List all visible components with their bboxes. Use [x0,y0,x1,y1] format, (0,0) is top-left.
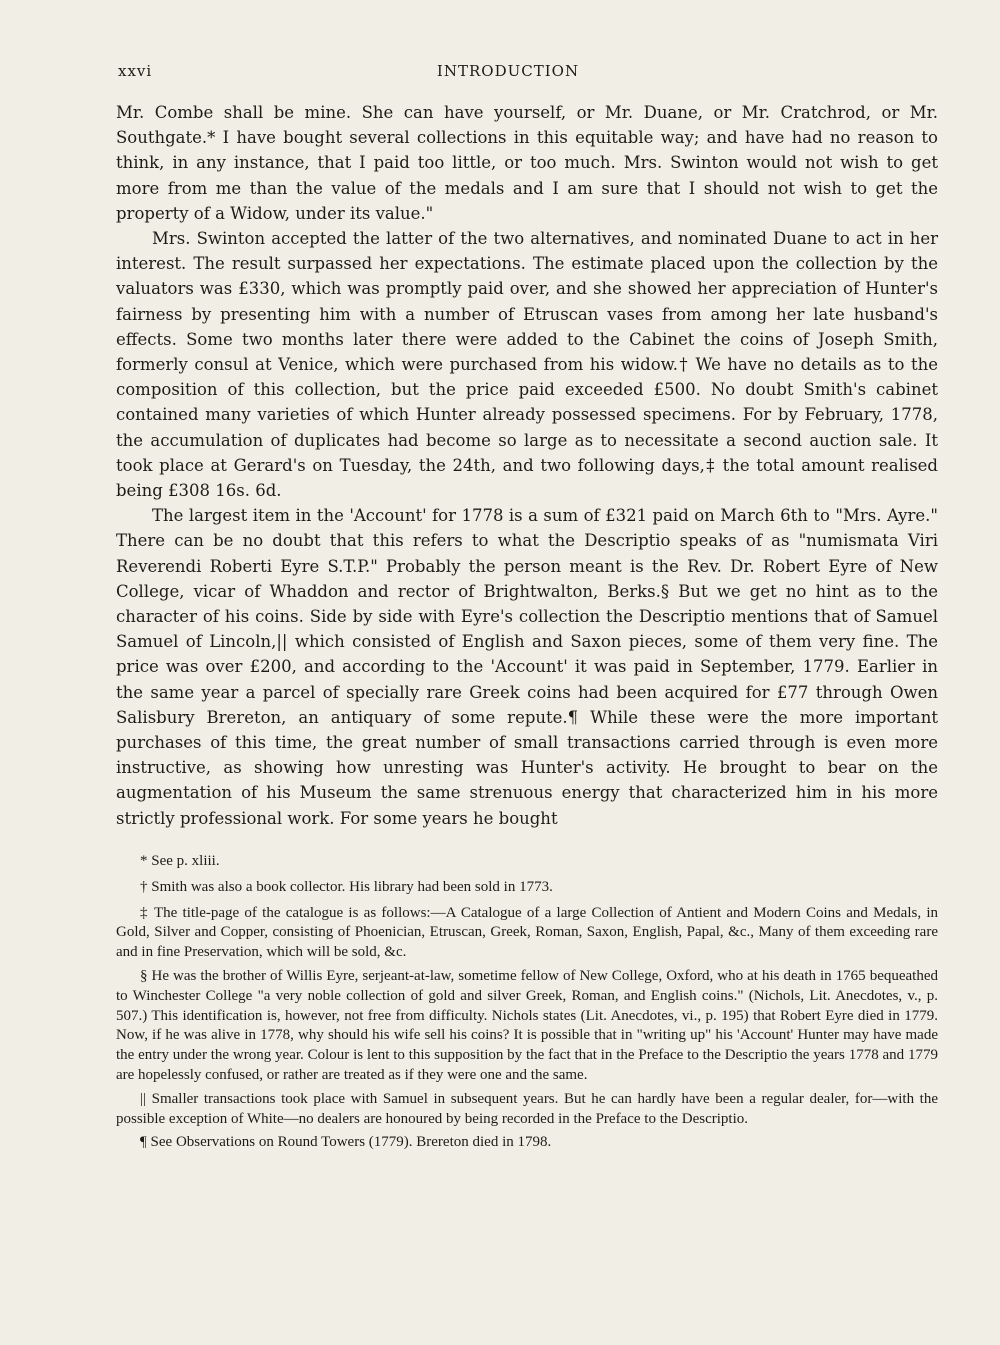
footnotes [116,852,938,1157]
main-text [116,100,938,831]
footnote-double-dagger: ‡ The title-page of the catalogue is as follows:—A Catalogue of a large Collection of Antient and Modern Coins and Medals, in Gold, Silver and Copper, consisting of Phoenician, Etruscan, Greek, Roman, Saxon, English, Papal, &c., Many of them exceeding rare and in fine Preservation, which will be sold, &c. [116,904,938,961]
paragraph-3: The largest item in the 'Account' for 1778 is a sum of £321 paid on March 6th to "Mrs. Ayre." There can be no doubt that this refers to what the Descriptio speaks of as "numismata Viri Reverendi Roberti Eyre S.T.P." Probably the person meant is the Rev. Dr. Robert Eyre of New College, vicar of Whaddon and rector of Brightwalton, Berks.§ But we get no hint as to the character of his coins. Side by side with Eyre's collection the Descriptio mentions that of Samuel Samuel of Lincoln,|| which consisted of English and Saxon pieces, some of them very fine. The price was over £200, and according to the 'Account' it was paid in September, 1779. Earlier in the same year a parcel of specially rare Greek coins had been acquired for £77 through Owen Salisbury Brereton, an antiquary of some repute.¶ While these were the more important purchases of this time, the great number of small transactions carried through is even more instructive, as showing how unresting was Hunter's activity. He brought to bear on the augmentation of his Museum the same strenuous energy that characterized him in his more strictly professional work. For some years he bought [116,506,938,828]
footnote-asterisk: * See p. xliii. [140,853,220,869]
running-title: INTRODUCTION [436,62,580,80]
footnote-section: § He was the brother of Willis Eyre, serjeant-at-law, sometime fellow of New College, Oxford, who at his death in 1765 bequeathed to Winchester College "a very noble collection of gold and silver Greek, Roman, and English coins." (Nichols, Lit. Anecdotes, v., p. 507.) This identification is, however, not free from difficulty. Nichols states (Lit. Anecdotes, vi., p. 195) that Robert Eyre died in 1779. Now, if he was alive in 1778, why should his wife sell his coins? It is possible that in "writing up" his 'Account' Hunter may have made the entry under the wrong year. Colour is lent to this supposition by the fact that in the Preface to the Descriptio the years 1778 and 1779 are hopelessly confused, or rather are treated as if they were one and the same. [116,967,938,1083]
paragraph-1: Mr. Combe shall be mine. She can have yourself, or Mr. Duane, or Mr. Cratchrod, or Mr. Southgate.* I have bought several collections in this equitable way; and have had no reason to think, in any instance, that I paid too little, or too much. Mrs. Swinton would not wish to get more from me than the value of the medals and I am sure that I should not wish to get the property of a Widow, under its value." [116,103,938,223]
footnote-parallel: || Smaller transactions took place with Samuel in subsequent years. But he can hardly have been a regular dealer, for—with the possible exception of White—no dealers are honoured by being recorded in the Preface to the Descriptio. [116,1090,938,1127]
running-head [118,62,938,80]
page-number: xxvi [118,62,153,80]
footnote-pilcrow: ¶ See Observations on Round Towers (1779). Brereton died in 1798. [140,1134,552,1151]
footnote-dagger: † Smith was also a book collector. His library had been sold in 1773. [140,878,553,895]
paragraph-2: Mrs. Swinton accepted the latter of the two alternatives, and nominated Duane to act in her interest. The result surpassed her expectations. The estimate placed upon the collection by the valuators was £330, which was promptly paid over, and she showed her appreciation of Hunter's fairness by presenting him with a number of Etruscan vases from among her late husband's effects. Some two months later there were added to the Cabinet the coins of Joseph Smith, formerly consul at Venice, which were purchased from his widow.† We have no details as to the composition of this collection, but the price paid exceeded £500. No doubt Smith's cabinet contained many varieties of which Hunter already possessed specimens. For by February, 1778, the accumulation of duplicates had become so large as to necessitate a second auction sale. It took place at Gerard's on Tuesday, the 24th, and two following days,‡ the total amount realised being £308 16s. 6d. [116,229,938,501]
